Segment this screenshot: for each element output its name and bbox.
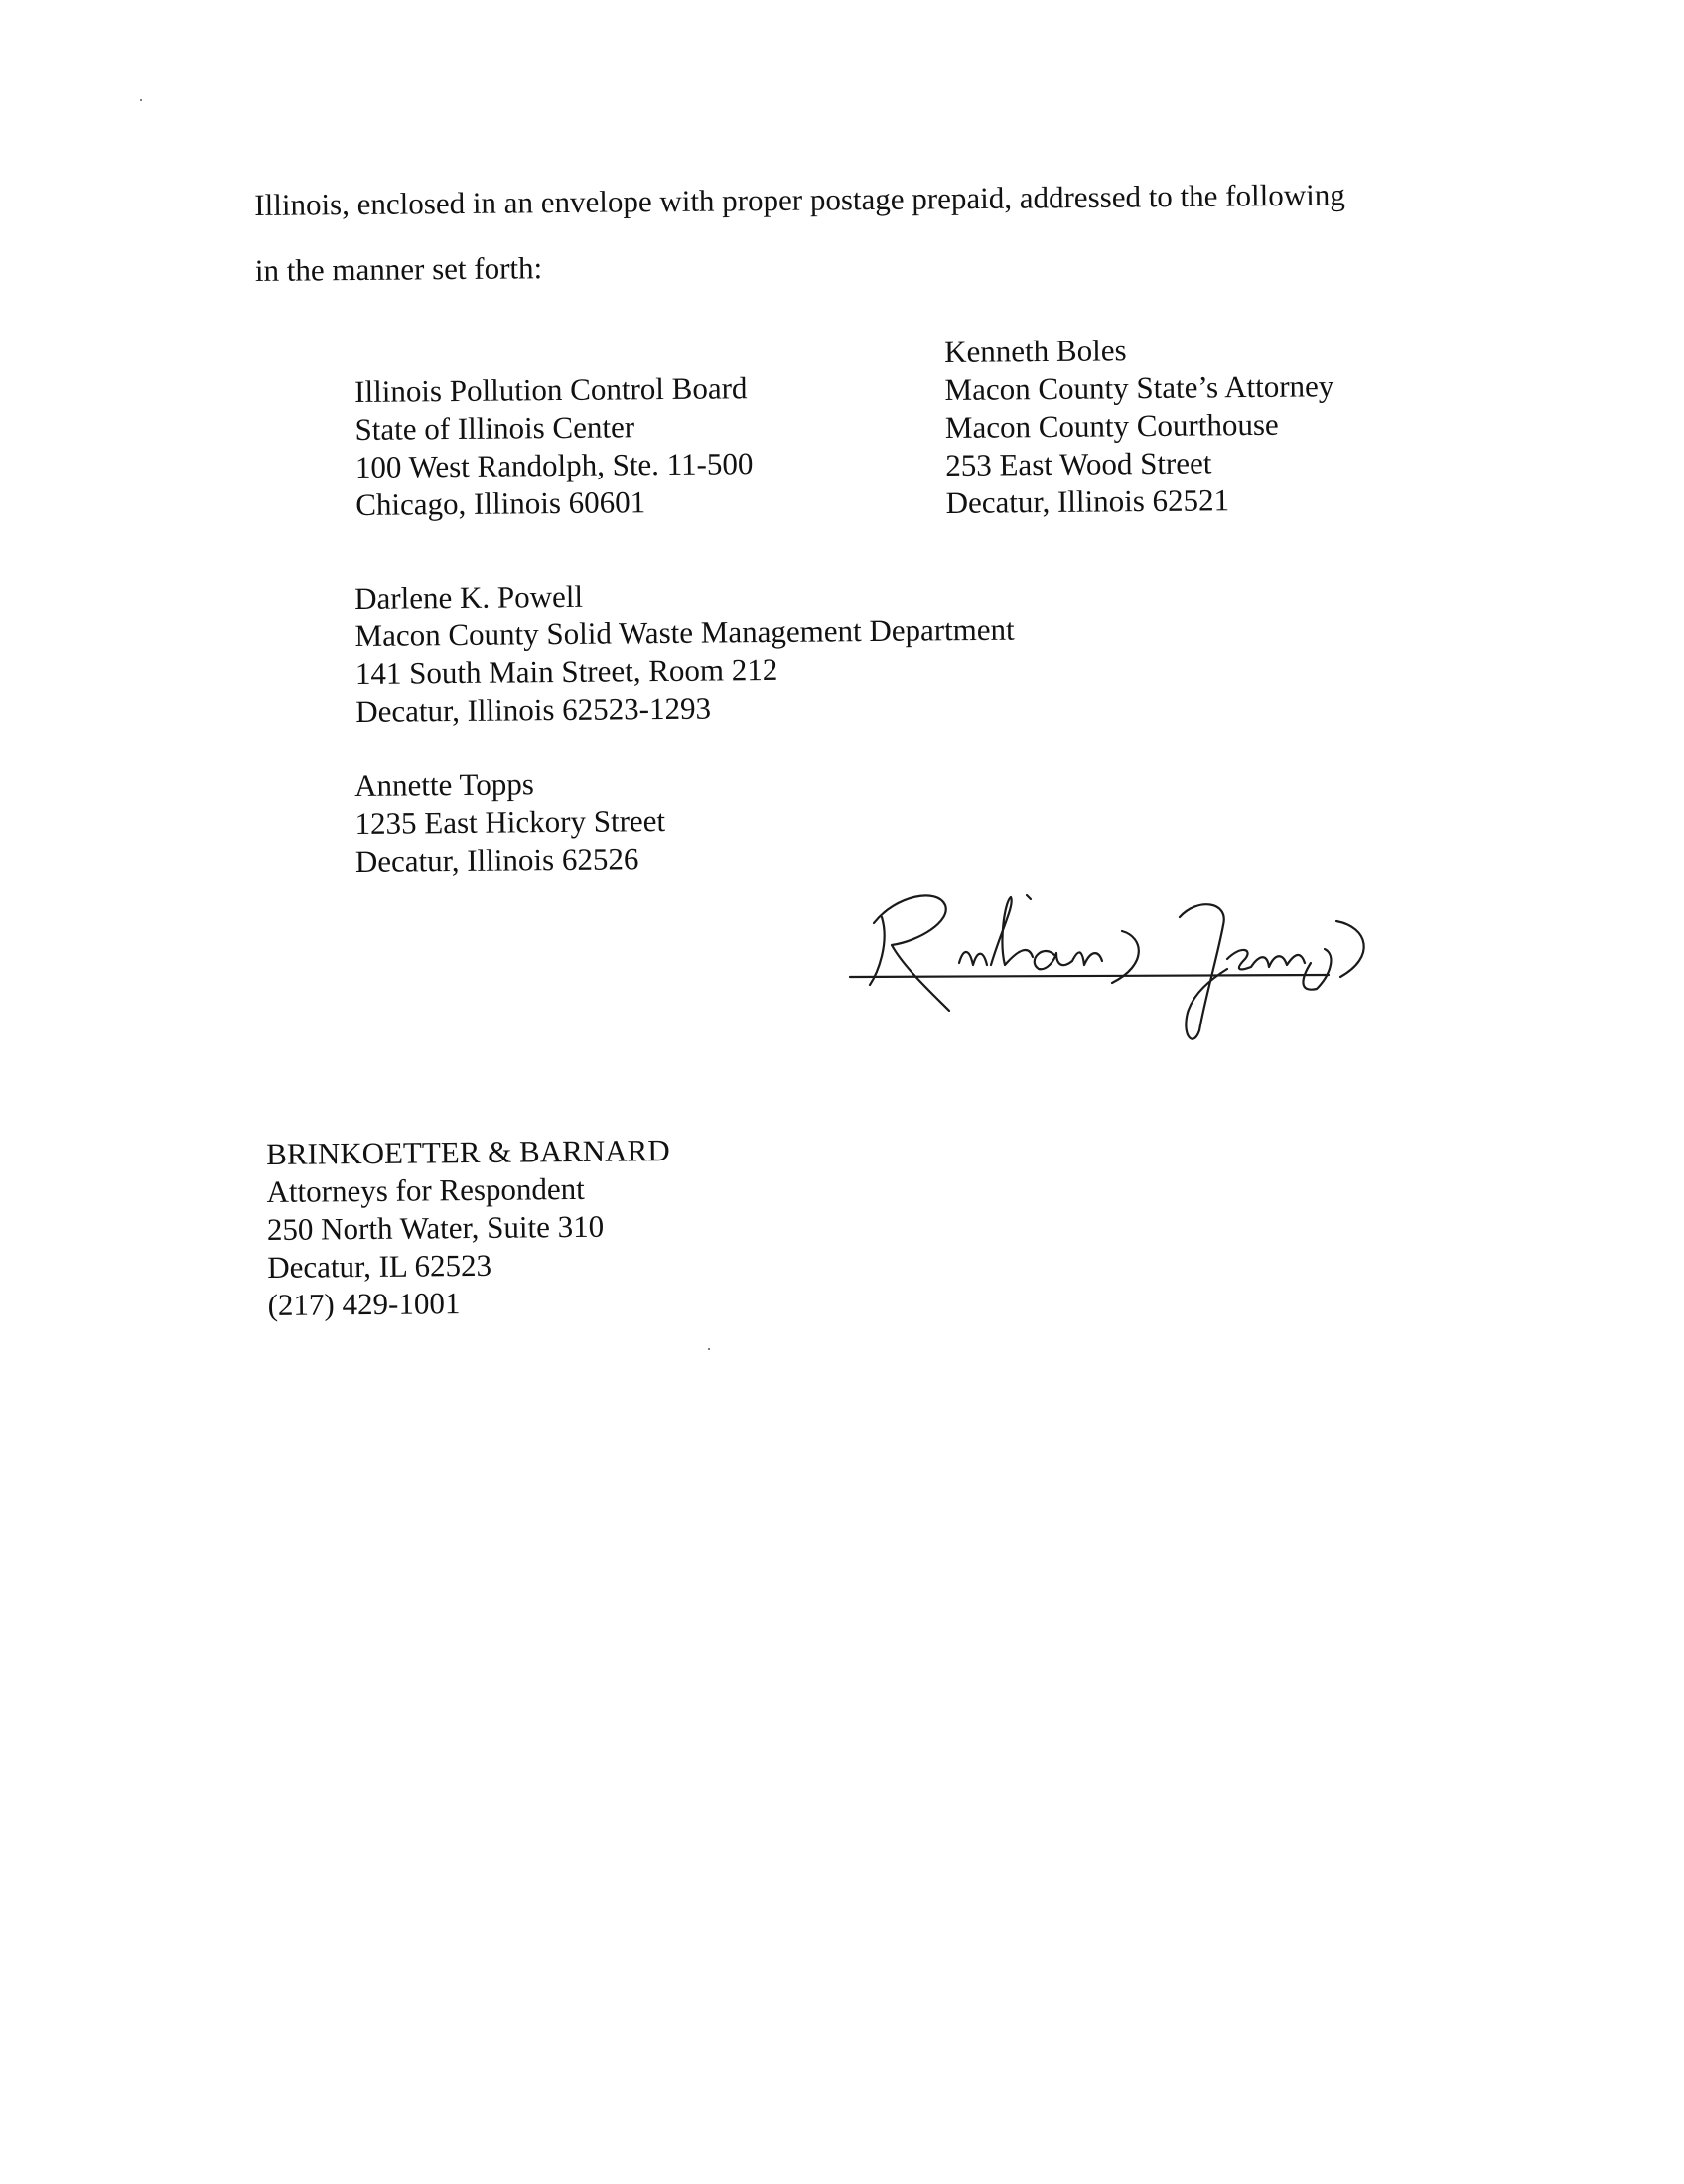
address-line: Decatur, Illinois 62521 — [945, 482, 1230, 520]
address-line: Macon County State’s Attorney — [944, 368, 1334, 407]
firm-address: 250 North Water, Suite 310 — [266, 1208, 605, 1247]
signature-stroke — [1180, 904, 1227, 1038]
address-line: 141 South Main Street, Room 212 — [354, 651, 778, 691]
intro-line: in the manner set forth: — [254, 250, 543, 288]
signature-stroke — [874, 895, 949, 1011]
signature-stroke — [870, 917, 885, 985]
handwritten-signature-icon — [834, 862, 1470, 1050]
address-line: State of Illinois Center — [354, 409, 635, 447]
address-line: 253 East Wood Street — [945, 445, 1212, 482]
firm-city: Decatur, IL 62523 — [267, 1247, 492, 1285]
firm-phone: (217) 429-1001 — [267, 1286, 461, 1322]
address-line: Decatur, Illinois 62526 — [354, 841, 639, 879]
recipient-name: Annette Topps — [354, 766, 535, 803]
recipient-name: Kenneth Boles — [944, 333, 1127, 369]
firm-signature-block — [266, 1132, 671, 1324]
address-line: 1235 East Hickory Street — [354, 802, 666, 841]
firm-role: Attorneys for Respondent — [266, 1170, 585, 1209]
signature-underline — [850, 975, 1329, 977]
recipient-address-block — [354, 764, 666, 881]
intro-line: Illinois, enclosed in an envelope with proper postage prepaid, addressed to the following — [254, 177, 1345, 222]
recipient-name: Darlene K. Powell — [354, 578, 584, 615]
signature-strokes — [850, 895, 1364, 1039]
scan-speck — [708, 1348, 710, 1350]
firm-name: BRINKOETTER & BARNARD — [266, 1133, 670, 1171]
signature-stroke — [1303, 949, 1331, 990]
recipient-address-block — [354, 574, 1016, 731]
address-line: Chicago, Illinois 60601 — [355, 484, 646, 522]
address-line: Macon County Solid Waste Management Department — [354, 612, 1015, 653]
signature-stroke — [1035, 951, 1102, 969]
address-line: Macon County Courthouse — [944, 406, 1279, 445]
address-line: 100 West Randolph, Ste. 11-500 — [354, 446, 754, 484]
signature-stroke — [1027, 895, 1031, 899]
intro-paragraph — [254, 161, 1486, 304]
recipient-address-block — [944, 330, 1335, 522]
address-line: Decatur, Illinois 62523-1293 — [355, 690, 712, 729]
recipient-name: Illinois Pollution Control Board — [354, 370, 748, 409]
recipient-address-block — [354, 369, 754, 524]
signature-stroke — [959, 952, 987, 965]
signature-stroke — [1227, 950, 1305, 969]
signature-stroke — [1336, 921, 1364, 977]
signature-stroke — [991, 897, 1033, 965]
scan-speck — [140, 99, 142, 101]
